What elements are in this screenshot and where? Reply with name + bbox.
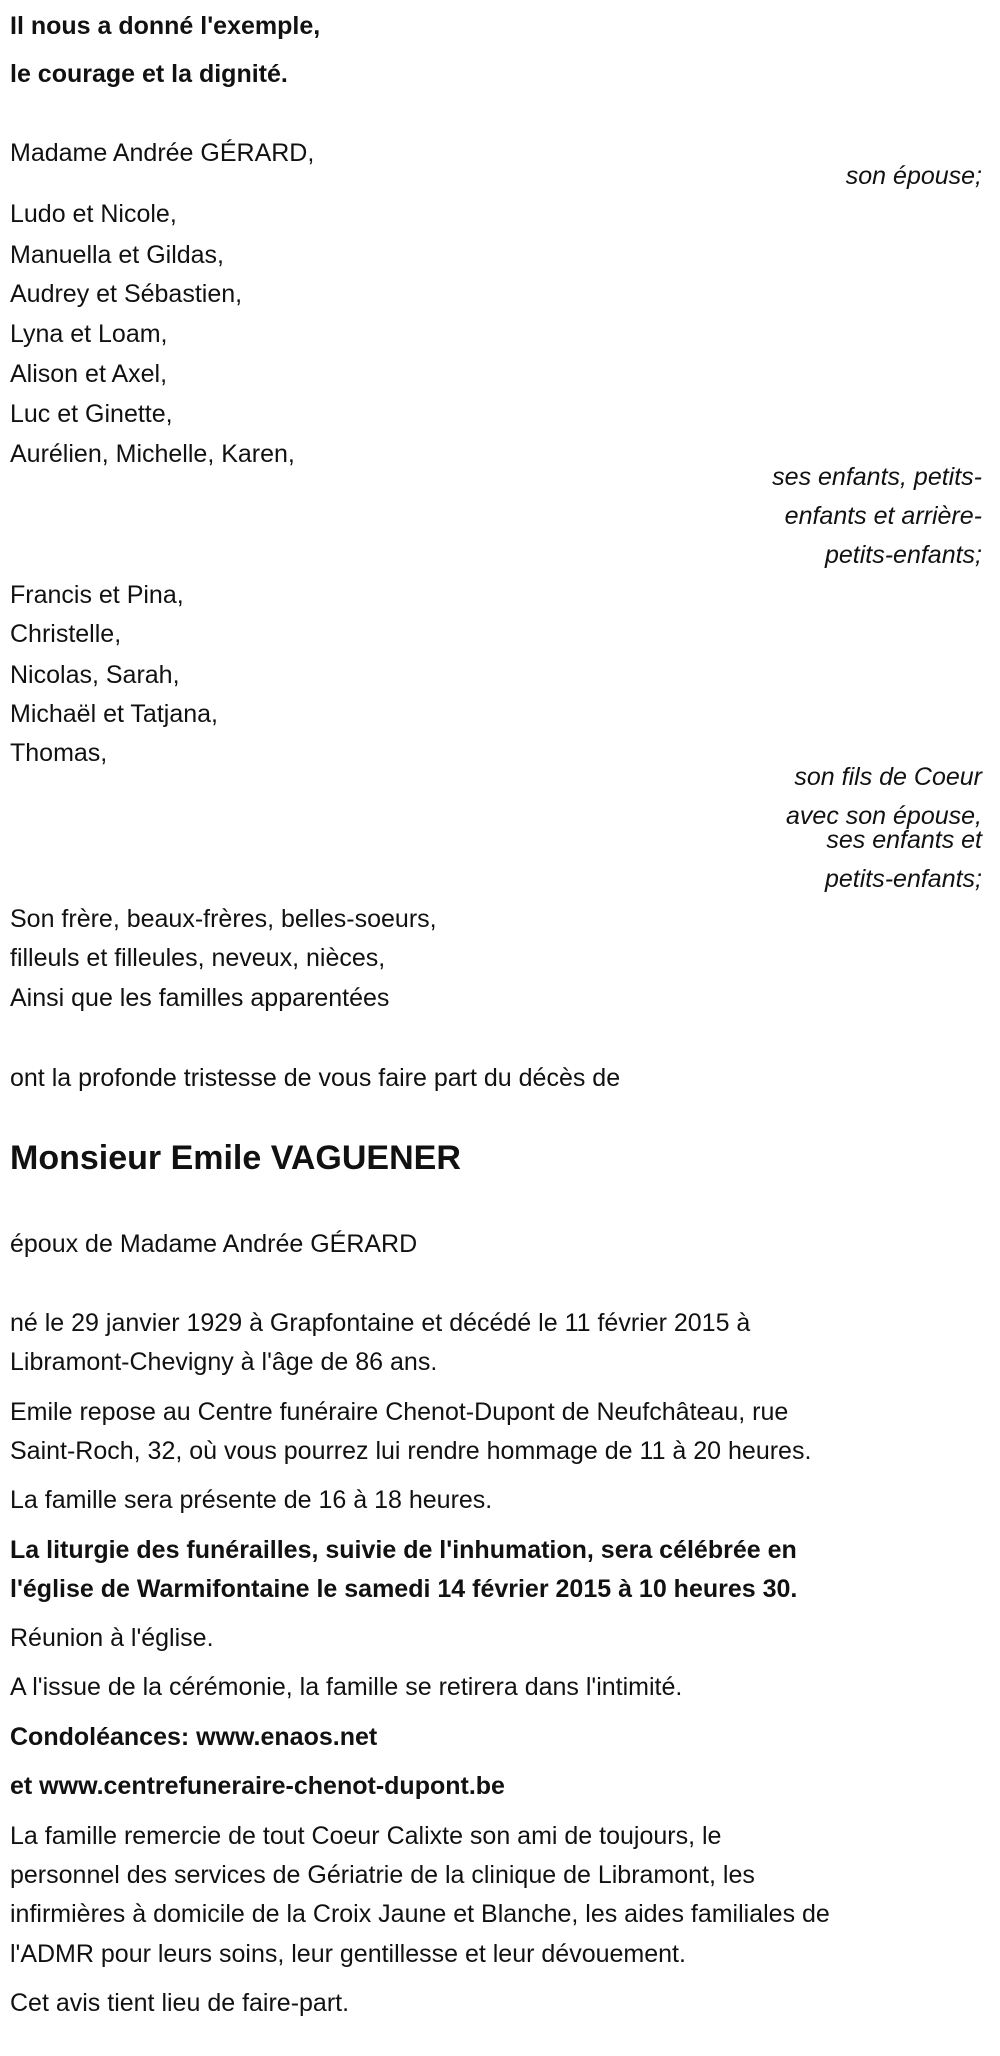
- family-line: Ainsi que les familles apparentées: [10, 984, 390, 1012]
- condolences-link[interactable]: Condoléances: www.enaos.net: [10, 1723, 378, 1751]
- thanks-line: l'ADMR pour leurs soins, leur gentillesse et leur dévouement.: [10, 1940, 686, 1968]
- deceased-name: Monsieur Emile VAGUENER: [10, 1139, 461, 1177]
- child-name: Alison et Axel,: [10, 360, 168, 388]
- child-name: Lyna et Loam,: [10, 320, 168, 348]
- condolences-link[interactable]: et www.centrefuneraire-chenot-dupont.be: [10, 1772, 505, 1800]
- birth-death: né le 29 janvier 1929 à Grapfontaine et décédé le 11 février 2015 à: [10, 1309, 751, 1337]
- meeting: Réunion à l'église.: [10, 1624, 214, 1652]
- spouse-name: Madame Andrée GÉRARD,: [10, 139, 315, 167]
- family-line: Son frère, beaux-frères, belles-soeurs,: [10, 905, 437, 933]
- spouse-of: époux de Madame Andrée GÉRARD: [10, 1230, 418, 1258]
- thanks-line: personnel des services de Gériatrie de la clinique de Libramont, les: [10, 1861, 755, 1889]
- child-name: Luc et Ginette,: [10, 400, 173, 428]
- heart-son-role: son fils de Coeur: [794, 763, 982, 791]
- children-role: ses enfants, petits-: [772, 463, 982, 491]
- rest-info: Saint-Roch, 32, où vous pourrez lui rendre hommage de 11 à 20 heures.: [10, 1437, 812, 1465]
- liturgy: La liturgie des funérailles, suivie de l'inhumation, sera célébrée en: [10, 1536, 797, 1564]
- birth-death: Libramont-Chevigny à l'âge de 86 ans.: [10, 1348, 438, 1376]
- family-line: filleuls et filleules, neveux, nièces,: [10, 944, 386, 972]
- children-role: petits-enfants;: [824, 541, 982, 569]
- heart-son-role: ses enfants et: [826, 826, 982, 854]
- heart-son-name: Francis et Pina,: [10, 581, 184, 609]
- children-role: enfants et arrière-: [784, 502, 982, 530]
- motto-line: Il nous a donné l'exemple,: [10, 12, 321, 40]
- heart-son-role: avec son épouse,: [786, 802, 982, 830]
- thanks-line: infirmières à domicile de la Croix Jaune et Blanche, les aides familiales de: [10, 1900, 830, 1928]
- announcement: ont la profonde tristesse de vous faire part du décès de: [10, 1064, 621, 1092]
- heart-son-name: Michaël et Tatjana,: [10, 700, 218, 728]
- heart-son-name: Thomas,: [10, 739, 108, 767]
- liturgy: l'église de Warmifontaine le samedi 14 février 2015 à 10 heures 30.: [10, 1575, 798, 1603]
- rest-info: Emile repose au Centre funéraire Chenot-Dupont de Neufchâteau, rue: [10, 1398, 789, 1426]
- heart-son-name: Christelle,: [10, 620, 122, 648]
- child-name: Audrey et Sébastien,: [10, 280, 243, 308]
- motto-line: le courage et la dignité.: [10, 60, 288, 88]
- child-name: Ludo et Nicole,: [10, 200, 177, 228]
- presence: La famille sera présente de 16 à 18 heures.: [10, 1486, 493, 1514]
- child-name: Manuella et Gildas,: [10, 241, 225, 269]
- heart-son-name: Nicolas, Sarah,: [10, 661, 180, 689]
- child-name: Aurélien, Michelle, Karen,: [10, 440, 295, 468]
- heart-son-role: petits-enfants;: [824, 865, 982, 893]
- spouse-role: son épouse;: [845, 162, 982, 190]
- after-ceremony: A l'issue de la cérémonie, la famille se retirera dans l'intimité.: [10, 1673, 683, 1701]
- thanks-line: La famille remercie de tout Coeur Calixte son ami de toujours, le: [10, 1822, 722, 1850]
- closing: Cet avis tient lieu de faire-part.: [10, 1989, 350, 2017]
